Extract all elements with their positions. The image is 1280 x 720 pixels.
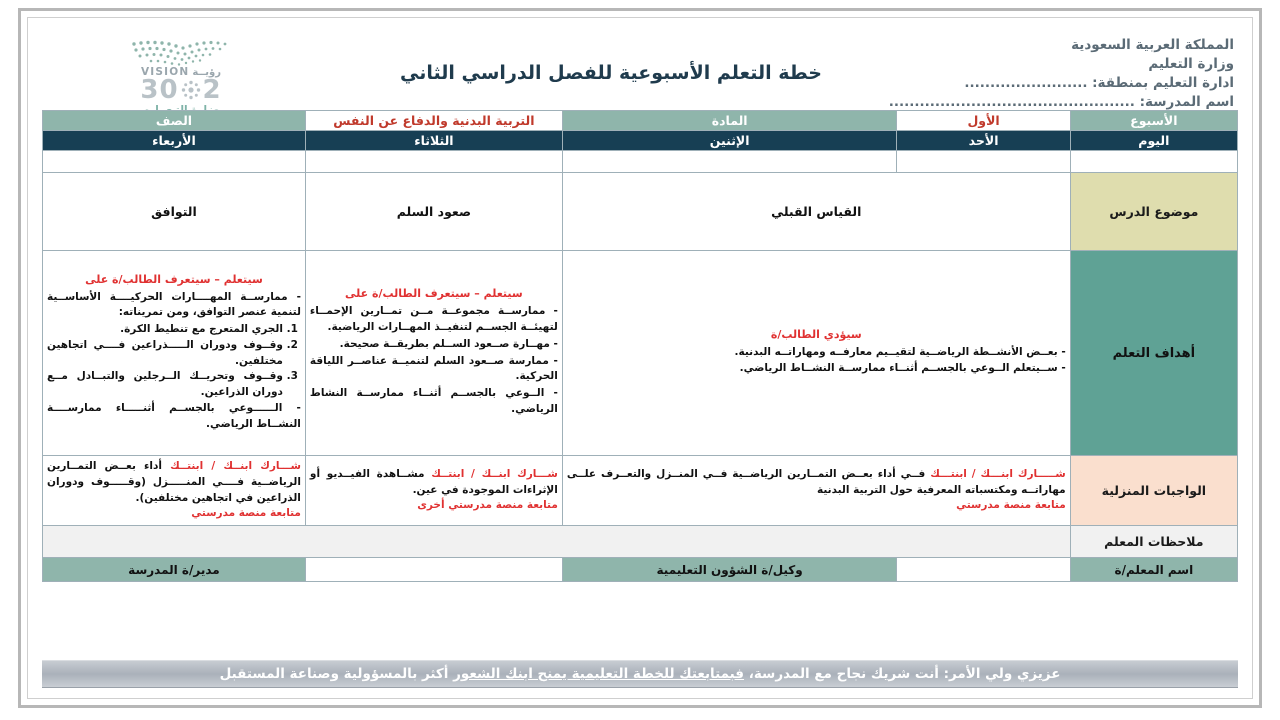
education-directorate-line: ادارة التعليم بمنطقة: ........................ — [964, 75, 1234, 92]
homework-cell-tuesday[interactable] — [305, 456, 562, 526]
objectives-cell-tuesday[interactable] — [305, 251, 562, 456]
spacer-cell-5 — [43, 151, 306, 173]
objectives-tuesday-line-2: - مهــارة صــعود الســلم بطريقــة صحيحة. — [339, 337, 558, 350]
homework-row — [43, 456, 1238, 526]
document-header — [28, 18, 1252, 111]
vision-year-number — [118, 75, 244, 105]
teacher-name-value[interactable] — [897, 558, 1070, 582]
objectives-monday-head: سيؤدي الطالب/ة — [770, 327, 862, 341]
day-label-cell: اليوم — [1070, 131, 1237, 151]
spacer-cell-4 — [305, 151, 562, 173]
objectives-wednesday-list — [47, 322, 301, 401]
footer-message — [220, 666, 1061, 682]
homework-tuesday-lead: شـــارك ابنــك / ابنتــك — [431, 467, 558, 480]
topic-cell-wednesday[interactable]: التوافق — [43, 173, 306, 251]
objectives-monday-body — [567, 345, 1066, 378]
vision-flower-icon — [180, 79, 202, 101]
topic-row — [43, 173, 1238, 251]
footer-message-before: عزيزي ولي الأمر: أنت شريك نجاح مع المدرسة، — [744, 666, 1061, 682]
homework-monday-tail: متابعة منصة مدرستي — [956, 499, 1066, 512]
info-row — [43, 111, 1238, 131]
school-name-line: اسم المدرسة: ................................................ — [888, 94, 1234, 111]
week-label-cell: الأسبوع — [1070, 111, 1237, 131]
topic-cell-monday[interactable]: القياس القبلي — [562, 173, 1070, 251]
footer-banner — [42, 660, 1238, 688]
vision-year-right: 30 — [140, 75, 179, 105]
vision-swoosh-icon — [118, 38, 244, 68]
list-item: 3. وقــوف وتحريــك الــرجلين والتبــادل مــع دوران الذراعين. — [47, 369, 283, 401]
topic-cell-tuesday[interactable]: صعود السلم — [305, 173, 562, 251]
spacer-cell-3 — [562, 151, 897, 173]
page-inner — [27, 17, 1253, 699]
affairs-deputy-value[interactable] — [305, 558, 562, 582]
affairs-deputy-label: وكيل/ة الشؤون التعليمية — [562, 558, 897, 582]
spacer-cell-2 — [897, 151, 1070, 173]
days-row — [43, 131, 1238, 151]
teacher-name-label: اسم المعلم/ة — [1070, 558, 1237, 582]
homework-wednesday-text — [47, 459, 301, 506]
weekly-plan-table — [42, 110, 1238, 582]
page-title: خطة التعلم الأسبوعية للفصل الدراسي الثاني — [400, 62, 822, 84]
objectives-monday-line-1: - بعــض الأنشــطة الرياضــية لتقيــيم معارفــه ومهاراتــه البدنية. — [734, 345, 1066, 358]
objectives-tuesday-line-3: - ممارسة صــعود السلم لتنميــة عناصــر اللياقة الحركية. — [309, 354, 558, 383]
objectives-wednesday-body — [47, 290, 301, 433]
objectives-monday-line-2: - ســيتعلم الــوعي بالجســم أثنــاء ممارســة النشــاط الرياضي. — [739, 362, 1066, 375]
objectives-cell-monday[interactable] — [562, 251, 1070, 456]
list-item: 2. وقــوف ودوران الـــــذراعين فــــي اتجاهين مختلفين. — [47, 338, 283, 370]
ministry-identification-block — [889, 36, 1234, 113]
objectives-tuesday-line-1: - ممارســة مجموعــة مــن تمــارين الإحمــاء لتهيئــة الجســم لتنفيــذ المهــارات الرياضية. — [309, 305, 558, 334]
subject-value-cell[interactable]: التربية البدنية والدفاع عن النفس — [305, 111, 562, 131]
homework-wednesday-body — [47, 459, 301, 522]
objectives-row — [43, 251, 1238, 456]
notes-row-label: ملاحظات المعلم — [1070, 526, 1237, 558]
vision-year-left: 2 — [202, 75, 222, 105]
country-line: المملكة العربية السعودية — [1071, 37, 1234, 53]
objectives-cell-wednesday[interactable] — [43, 251, 306, 456]
notes-value-cell[interactable] — [43, 526, 1071, 558]
objectives-wednesday-intro: - ممارســة المهــــارات الحركيــــة الأساســية لتنمية عنصر التوافق، ومن تمريناته: — [47, 290, 301, 319]
objectives-tuesday-body — [310, 304, 558, 417]
subject-label-cell: المادة — [562, 111, 897, 131]
vision-latin-label: VISION — [140, 66, 190, 78]
vision-wordmark — [118, 66, 244, 78]
footer-message-underlined: فبمتابعتك للخطة التعليمية يمنح ابنك الشعور — [453, 666, 745, 682]
homework-monday-text — [567, 467, 1066, 499]
footer-message-after: أكثر بالمسؤولية وصناعة المستقبل — [219, 666, 454, 682]
page-frame — [18, 8, 1262, 708]
week-value-cell[interactable]: الأول — [897, 111, 1070, 131]
homework-tuesday-main: مشــاهدة الفيــديو أو الإثراءات الموجودة في عين. — [309, 467, 558, 496]
ministry-line: وزارة التعليم — [1148, 56, 1234, 73]
spacer-row — [43, 151, 1238, 173]
signature-row — [43, 558, 1238, 582]
objectives-tuesday-line-4: - الــوعي بالجســم أثنــاء ممارســة النشاط الرياضي. — [309, 387, 558, 415]
homework-cell-wednesday[interactable] — [43, 456, 306, 526]
grade-label-cell: الصف — [43, 111, 306, 131]
homework-monday-main: فــي أداء بعــض التمــارين الرياضــية فــي المنــزل والتعــرف علــى مهاراتــه ومكتسباته المعرفية حول التربية البدنية — [566, 467, 1066, 496]
objectives-wednesday-head: سيتعلم – سيتعرف الطالب/ة على — [85, 272, 263, 286]
objectives-tuesday-head: سيتعلم – سيتعرف الطالب/ة على — [345, 287, 523, 301]
homework-wednesday-main: أداء بعــض التمــارين الرياضــية فــــي المنـــــزل (وقـــــوف ودوران الذراعين في اتجاهين مختلفين). — [47, 460, 301, 504]
vision-2030-logo — [118, 38, 244, 112]
day-tuesday-cell: الثلاثاء — [305, 131, 562, 151]
vision-arabic-label: رؤيــة — [192, 67, 222, 78]
notes-row — [43, 526, 1238, 558]
day-monday-cell: الإثنين — [562, 131, 897, 151]
homework-row-label: الواجبات المنزلية — [1070, 456, 1237, 526]
day-sunday-cell: الأحد — [897, 131, 1070, 151]
topic-row-label: موضوع الدرس — [1070, 173, 1237, 251]
list-item: 1. الجري المتعرج مع تنطيط الكرة. — [47, 322, 283, 338]
spacer-cell-1 — [1070, 151, 1237, 173]
homework-monday-lead: شـــــارك ابنـــك / ابنتـــك — [930, 467, 1066, 480]
principal-label: مدير/ة المدرسة — [43, 558, 306, 582]
homework-wednesday-tail: متابعة منصة مدرستي — [191, 507, 301, 520]
homework-wednesday-lead: شـــارك ابنــك / ابنتــك — [170, 460, 301, 472]
objectives-row-label: أهداف التعلم — [1070, 251, 1237, 456]
homework-cell-monday[interactable] — [562, 456, 1070, 526]
homework-tuesday-body — [310, 467, 558, 514]
weekly-plan-table-wrap — [42, 110, 1238, 646]
objectives-wednesday-tail: - الــــــوعي بالجســم أثنـــــاء ممارســــة النشــاط الرياضي. — [47, 401, 301, 430]
homework-monday-body — [567, 467, 1066, 514]
homework-tuesday-tail: متابعة منصة مدرستي أخرى — [417, 499, 558, 512]
day-wednesday-cell: الأربعاء — [43, 131, 306, 151]
homework-tuesday-text — [310, 467, 558, 499]
